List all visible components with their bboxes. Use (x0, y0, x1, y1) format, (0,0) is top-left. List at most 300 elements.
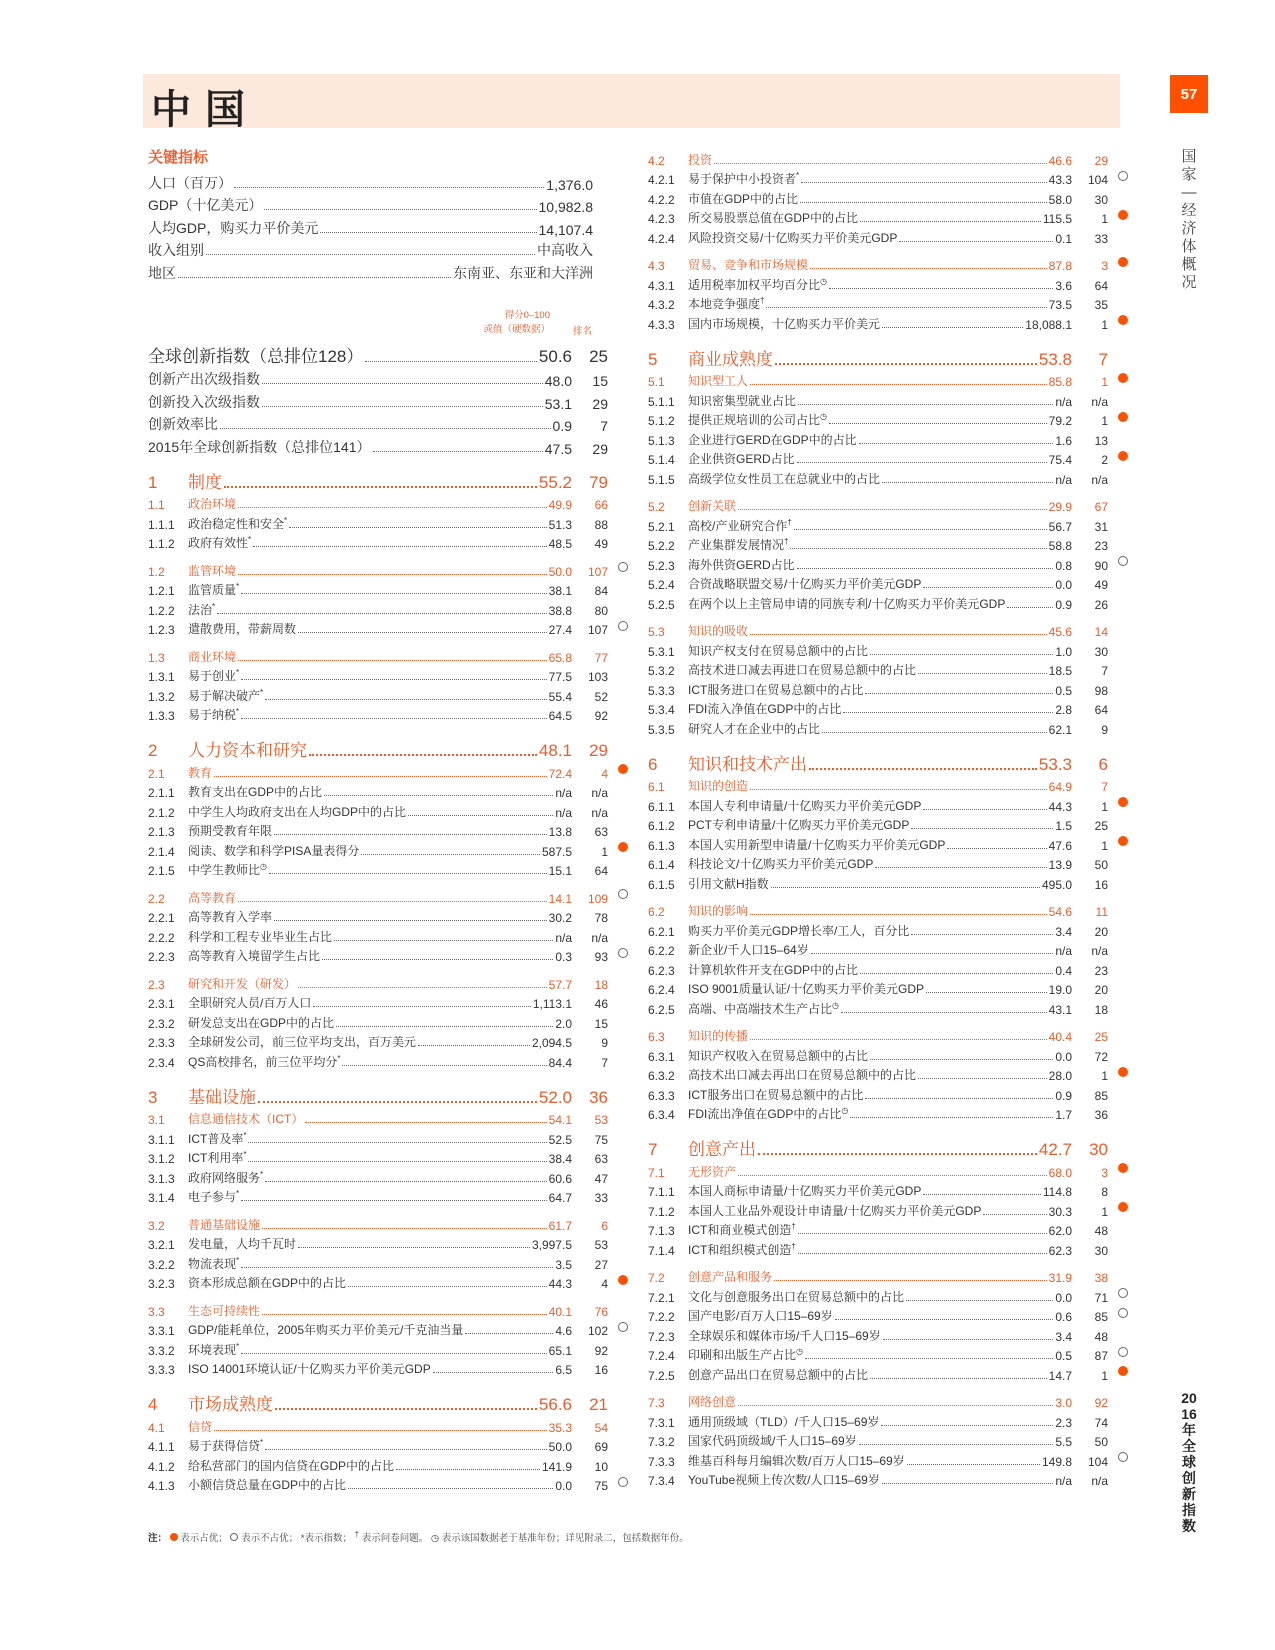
indicator-score: 18,088.1 (1025, 317, 1072, 332)
indicator-label (688, 1182, 921, 1199)
indicator-score: 114.8 (1042, 1185, 1072, 1199)
strength-marker-icon (618, 1275, 628, 1285)
indicator-score: 0.0 (1055, 1290, 1072, 1305)
indicator-score: n/a (555, 805, 572, 820)
dot-leader (241, 1200, 547, 1201)
indicator-score: 58.8 (1048, 539, 1072, 553)
dot-leader (882, 1483, 1053, 1484)
dot-leader (234, 187, 544, 188)
dot-leader (274, 834, 547, 835)
indicator-label (188, 1274, 346, 1291)
asterisk-icon: * (260, 687, 264, 697)
marker-slot (1108, 168, 1128, 188)
indicator-label (688, 816, 909, 833)
weakness-marker-icon (618, 1477, 628, 1487)
marker-slot (1108, 254, 1128, 274)
strength-marker-icon (1118, 1366, 1128, 1376)
indicator-label-text: 合资战略联盟交易/十亿购买力平价美元GDP (688, 577, 922, 591)
indicator-label-text: 在两个以上主管局申请的同族专利/十亿购买力平价美元GDP (688, 596, 1006, 611)
indicator-score: 14.1 (548, 891, 572, 906)
indicator-code: 2.1.3 (148, 825, 175, 839)
indicator-rank: 104 (1087, 1454, 1108, 1469)
indicator-label-text: 企业供资GERD占比 (688, 452, 795, 466)
dot-leader (865, 693, 1053, 694)
indicator-score: 29.9 (1048, 500, 1072, 514)
indicator-row (648, 573, 1128, 593)
indicator-row (648, 534, 1128, 554)
indicator-label (188, 1390, 273, 1415)
indicator-rank: 67 (1094, 500, 1108, 514)
indicator-label-text: 人力资本和研究 (188, 741, 307, 760)
indicator-label-text: 监管质量 (188, 583, 237, 597)
indicator-score: 56.7 (1048, 519, 1072, 534)
marker-slot (608, 618, 628, 638)
indicator-label (688, 470, 880, 487)
summary-row (148, 412, 628, 435)
indicator-row (148, 859, 628, 879)
dot-leader (865, 1098, 1053, 1099)
indicator-row (648, 187, 1128, 207)
asterisk-icon: * (236, 668, 240, 677)
dot-leader (911, 934, 1053, 935)
dot-leader (798, 1233, 1047, 1234)
clock-icon: ◷ (820, 412, 827, 421)
summary-rank: 7 (600, 418, 608, 434)
indicator-label (188, 1169, 263, 1186)
indicator-score: 57.7 (548, 977, 572, 992)
weakness-marker-icon (1118, 1308, 1128, 1318)
marker-slot (1108, 1410, 1128, 1430)
indicator-label (688, 1471, 880, 1488)
marker-slot (1108, 448, 1128, 468)
indicator-rank: 87 (1094, 1349, 1108, 1363)
indicator-label-text: 政府网络服务 (188, 1170, 261, 1185)
dot-leader (298, 1247, 530, 1248)
indicator-code: 5.1.2 (648, 414, 675, 428)
marker-slot (608, 992, 628, 1012)
dot-leader (798, 1253, 1047, 1254)
indicator-label-text: 购买力平价美元GDP增长率/工人，百分比 (688, 923, 910, 938)
indicator-score: 38.8 (548, 603, 572, 618)
key-indicator-label: GDP（十亿美元） (148, 197, 263, 213)
strength-marker-icon (1118, 836, 1128, 846)
indicator-score: 19.0 (1048, 983, 1072, 997)
indicator-label (188, 1130, 246, 1147)
dagger-icon: † (760, 296, 765, 305)
marker-slot (608, 1186, 628, 1206)
indicator-label (188, 687, 263, 704)
indicator-score: 0.5 (1055, 683, 1072, 698)
indicator-rank: 75 (594, 1132, 608, 1147)
indicator-code: 7.1.2 (648, 1204, 675, 1219)
indicator-rank: 9 (1101, 722, 1108, 737)
indicator-rank: 38 (1094, 1271, 1108, 1285)
indicator-row (648, 1430, 1128, 1450)
indicator-score: 149.8 (1041, 1454, 1072, 1469)
indicator-score: 587.5 (541, 844, 572, 859)
indicator-score: 4.6 (555, 1324, 572, 1338)
sub-pillar-row (148, 972, 628, 992)
indicator-code: 3.2.3 (148, 1277, 175, 1291)
marker-slot (1108, 659, 1128, 679)
sub-pillar-row (648, 495, 1128, 515)
marker-slot (608, 1011, 628, 1031)
indicator-code: 5.1 (648, 375, 665, 389)
indicator-label (188, 1321, 463, 1338)
indicator-label (188, 1216, 260, 1233)
indicator-label (688, 661, 916, 678)
dot-leader (794, 529, 1047, 530)
dot-leader (305, 1122, 546, 1123)
indicator-label-text: 知识的影响 (688, 904, 749, 918)
indicator-code: 2.1.2 (148, 805, 175, 820)
dot-leader (750, 914, 1047, 915)
dot-leader (829, 288, 1053, 289)
indicator-code: 5.2.3 (648, 558, 675, 573)
indicator-row (148, 839, 628, 859)
indicator-rank: n/a (591, 930, 608, 945)
indicator-score: 44.3 (548, 1277, 572, 1291)
indicator-label-text: 科学和工程专业毕业生占比 (188, 929, 333, 944)
indicator-score: 48.5 (548, 537, 572, 551)
indicator-score: 0.0 (1055, 1049, 1072, 1064)
clock-icon: ◷ (832, 1000, 839, 1010)
indicator-row (148, 618, 628, 638)
indicator-score: 48.1 (538, 741, 572, 760)
indicator-code: 7.2.4 (648, 1349, 675, 1363)
key-indicator-label: 地区 (148, 264, 176, 281)
indicator-row (648, 1044, 1128, 1064)
dot-leader (860, 221, 1041, 222)
indicator-label (688, 1221, 796, 1238)
indicator-label-text: 高技术进口减去再进口在贸易总额中的占比 (688, 663, 917, 677)
indicator-label-text: 研究人才在企业中的占比 (688, 721, 821, 736)
indicator-code: 3.3.1 (148, 1324, 175, 1338)
marker-slot (1108, 1103, 1128, 1123)
indicator-rank: 20 (1094, 983, 1108, 997)
indicator-label (188, 994, 311, 1011)
indicator-label-text: 贸易、竞争和市场规模 (688, 258, 809, 272)
country-title-bar (143, 74, 1120, 133)
indicator-code: 2.1 (148, 766, 165, 781)
indicator-row (648, 168, 1128, 188)
strength-marker-icon (1118, 1163, 1128, 1173)
indicator-rank: 36 (589, 1087, 608, 1107)
indicator-row (648, 1363, 1128, 1383)
pillar-row (148, 1393, 628, 1415)
indicator-code: 6.3.4 (648, 1108, 675, 1122)
indicator-row (148, 1166, 628, 1186)
indicator-label-text: 易于解决破产 (188, 688, 261, 703)
marker-slot (1108, 1083, 1128, 1103)
sub-pillar-row (148, 1415, 628, 1435)
indicator-score: 27.4 (548, 623, 572, 637)
marker-slot (1108, 207, 1128, 227)
indicator-label (188, 1302, 260, 1319)
marker-slot (608, 1233, 628, 1253)
key-indicator-value: 中高收入 (537, 242, 593, 258)
indicator-label (688, 922, 909, 939)
dot-leader (265, 1181, 547, 1182)
indicator-rank: 25 (1094, 1030, 1108, 1044)
indicator-score: 31.9 (1048, 1271, 1072, 1285)
indicator-label (188, 1476, 346, 1493)
indicator-rank: 30 (1089, 1140, 1108, 1159)
dot-leader (241, 1353, 547, 1354)
indicator-label (688, 1393, 736, 1410)
indicator-label-text: 小额信贷总量在GDP中的占比 (188, 1478, 347, 1492)
dot-leader (801, 182, 1047, 183)
indicator-label-text: 国家代码顶级域/千人口15–69岁 (688, 1434, 857, 1448)
dot-leader (947, 848, 1046, 849)
indicator-code: 3.2 (148, 1218, 165, 1233)
indicator-label (188, 495, 236, 512)
marker-slot (1108, 1391, 1128, 1411)
indicator-rank: 4 (601, 1277, 608, 1291)
indicator-score: 52.0 (538, 1087, 572, 1107)
indicator-code: 5.2.4 (648, 578, 675, 592)
dot-leader (262, 1314, 547, 1315)
indicator-row (648, 409, 1128, 429)
indicator-label-text: 阅读、数学和科学PISA量表得分 (188, 843, 360, 858)
indicator-label (688, 1327, 881, 1344)
indicator-label (688, 1268, 772, 1285)
indicator-row (148, 1233, 628, 1253)
sub-pillar-row (648, 370, 1128, 390)
indicator-rank: 109 (587, 891, 608, 906)
indicator-score: n/a (1055, 394, 1072, 409)
indicator-code: 5.1.5 (648, 472, 675, 487)
indicator-label-text: FDI流入净值在GDP中的占比 (688, 702, 842, 716)
indicator-score: 115.5 (1042, 212, 1072, 226)
indicator-label-text: 监管环境 (188, 563, 237, 578)
summary-label: 2015年全球创新指数（总排位141） (148, 438, 371, 455)
indicator-code: 1.2.1 (148, 584, 175, 598)
indicator-label (688, 450, 795, 467)
marker-slot (608, 781, 628, 801)
left-column (148, 146, 628, 1493)
indicator-label-text: 中学生教师比 (188, 863, 261, 877)
marker-slot (608, 598, 628, 618)
indicator-rank: 53 (594, 1238, 608, 1252)
indicator-label (688, 190, 798, 207)
indicator-label-text: 知识的吸收 (688, 624, 749, 638)
asterisk-icon: * (212, 601, 216, 611)
dot-leader (918, 673, 1047, 674)
indicator-rank: 3 (1101, 259, 1108, 273)
pillar-row (648, 1138, 1128, 1160)
indicator-code: 1.3.2 (148, 689, 175, 704)
marker-slot (1108, 1344, 1128, 1364)
indicator-row (648, 553, 1128, 573)
indicator-label-text: 发电量，人均千瓦时 (188, 1237, 297, 1251)
indicator-label-text: 国内市场规模，十亿购买力平价美元 (688, 316, 881, 331)
indicator-code: 6.1.5 (648, 877, 675, 892)
weakness-marker-icon (1118, 171, 1128, 181)
dot-leader (841, 1012, 1047, 1013)
sub-pillar-row (148, 493, 628, 513)
indicator-row (648, 226, 1128, 246)
dot-leader (750, 789, 1047, 790)
indicator-label (688, 1307, 833, 1324)
marker-slot (1108, 553, 1128, 573)
dot-leader (882, 327, 1023, 328)
indicator-row (648, 678, 1128, 698)
indicator-code: 3.1.4 (148, 1191, 175, 1205)
indicator-code: 1.3.3 (148, 709, 175, 723)
dagger-icon: † (787, 517, 792, 527)
dot-leader (238, 901, 547, 902)
indicator-score: 44.3 (1048, 799, 1072, 814)
indicator-rank: 98 (1094, 683, 1108, 698)
indicator-row (648, 1083, 1128, 1103)
marker-slot (608, 906, 628, 926)
dot-leader (750, 384, 1047, 385)
indicator-code: 6.3 (648, 1030, 665, 1044)
indicator-rank: 33 (1094, 231, 1108, 246)
indicator-score: 53.8 (1038, 349, 1072, 369)
indicator-rank: n/a (591, 786, 608, 800)
indicator-score: 18.5 (1048, 664, 1072, 678)
indicator-rank: 80 (594, 603, 608, 618)
indicator-code: 6 (648, 754, 658, 774)
indicator-label-text: ICT和组织模式创造 (688, 1242, 792, 1257)
summary-label: 创新投入次级指数 (148, 393, 260, 410)
indicator-code: 1.1.1 (148, 517, 175, 532)
dot-leader (241, 718, 547, 719)
dot-leader (336, 1026, 553, 1027)
indicator-score: n/a (1055, 944, 1072, 958)
marker-slot (608, 1299, 628, 1319)
pillar-row (648, 348, 1128, 370)
indicator-rank: 10 (594, 1459, 608, 1474)
indicator-row (648, 1324, 1128, 1344)
marker-slot (1108, 273, 1128, 293)
indicator-label (688, 1288, 904, 1305)
indicator-row (648, 639, 1128, 659)
marker-slot (1108, 814, 1128, 834)
marker-slot (1108, 853, 1128, 873)
indicator-label-text: 本国人实用新型申请量/十亿购买力平价美元GDP (688, 837, 946, 852)
indicator-label (688, 1163, 736, 1180)
indicator-label (688, 151, 712, 168)
indicator-label-text: 商业成熟度 (688, 349, 773, 369)
indicator-row (148, 1127, 628, 1147)
indicator-label-text: ISO 14001环境认证/十亿购买力平价美元GDP (188, 1362, 431, 1376)
indicator-label (188, 1418, 212, 1435)
indicator-label-text: 全职研究人员/百万人口 (188, 996, 312, 1010)
indicator-code: 4.3.1 (648, 278, 675, 293)
indicator-row (148, 1186, 628, 1206)
indicator-label (188, 1053, 340, 1070)
indicator-row (648, 814, 1128, 834)
indicator-score: 77.5 (548, 670, 572, 684)
indicator-row (148, 1338, 628, 1358)
clock-icon: ◷ (820, 276, 827, 286)
indicator-label (688, 902, 748, 919)
dot-leader (418, 1045, 530, 1046)
sub-pillar-row (648, 900, 1128, 920)
weakness-marker-icon (1118, 556, 1128, 566)
dot-leader (810, 268, 1047, 269)
sub-pillar-row (648, 1160, 1128, 1180)
summary-label: 创新效率比 (148, 416, 218, 432)
marker-slot (1108, 534, 1128, 554)
sub-pillar-row (148, 761, 628, 781)
indicator-code: 3.2.1 (148, 1238, 175, 1252)
indicator-code: 7.3.4 (648, 1474, 675, 1488)
indicator-label-text: 维基百科每月编辑次数/百万人口15–69岁 (688, 1453, 905, 1468)
indicator-score: 2.8 (1055, 703, 1072, 717)
marker-slot (1108, 1305, 1128, 1325)
marker-slot (608, 859, 628, 879)
indicator-score: 15.1 (548, 864, 572, 878)
indicator-label-text: 产业集群发展情况 (688, 538, 785, 552)
dot-leader (361, 854, 540, 855)
dagger-icon: † (354, 1529, 360, 1539)
indicator-label-text: 市场成熟度 (188, 1395, 273, 1414)
indicator-label (688, 1105, 848, 1122)
indicator-code: 7.3.2 (648, 1435, 675, 1449)
indicator-rank: 14 (1094, 625, 1108, 639)
marker-slot (608, 389, 628, 412)
dot-leader (738, 1405, 1053, 1406)
indicator-score: 30.2 (548, 911, 572, 925)
indicator-label-text: 基础设施 (188, 1087, 256, 1107)
indicator-score: 46.6 (1048, 153, 1072, 168)
indicator-label (688, 836, 945, 853)
indicator-code: 3.1 (148, 1113, 165, 1127)
indicator-rank: 47 (594, 1171, 608, 1186)
indicator-code: 4.2 (648, 153, 665, 168)
indicator-label-text: 所交易股票总值在GDP中的占比 (688, 211, 859, 225)
indicator-label (188, 975, 296, 992)
indicator-rank: 103 (587, 670, 608, 684)
marker-slot (1108, 370, 1128, 390)
dot-leader (373, 451, 543, 452)
indicator-code: 6.2.5 (648, 1002, 675, 1017)
indicator-score: n/a (1055, 472, 1072, 487)
indicator-label-text: 易于创业 (188, 669, 237, 683)
indicator-score: 62.0 (1048, 1224, 1072, 1238)
indicator-score: 1.5 (1055, 819, 1072, 833)
marker-slot (608, 684, 628, 704)
indicator-label-text: 投资 (688, 152, 713, 167)
indicator-row (648, 833, 1128, 853)
indicator-code: 3.2.2 (148, 1257, 175, 1272)
dot-leader (870, 1378, 1047, 1379)
indicator-row (148, 1435, 628, 1455)
weakness-marker-icon (1118, 1347, 1128, 1357)
indicator-rank: 11 (1095, 905, 1108, 919)
dot-leader (875, 867, 1046, 868)
indicator-score: 85.8 (1048, 375, 1072, 389)
indicator-score: 3.4 (1055, 1329, 1072, 1344)
marker-slot (1108, 958, 1128, 978)
dot-leader (926, 992, 1047, 993)
weakness-marker-icon (1118, 1288, 1128, 1298)
indicator-code: 7.1 (648, 1165, 665, 1180)
indicator-score: 62.3 (1048, 1243, 1072, 1258)
indicator-score: 13.8 (548, 825, 572, 839)
indicator-code: 4.1.2 (148, 1459, 175, 1474)
indicator-score: 0.5 (1055, 1349, 1072, 1363)
indicator-row (648, 1449, 1128, 1469)
indicator-label-text: 科技论文/十亿购买力平价美元GDP (688, 857, 874, 871)
indicator-row (648, 997, 1128, 1017)
indicator-label (188, 1110, 303, 1127)
indicator-score: 0.0 (1055, 578, 1072, 592)
